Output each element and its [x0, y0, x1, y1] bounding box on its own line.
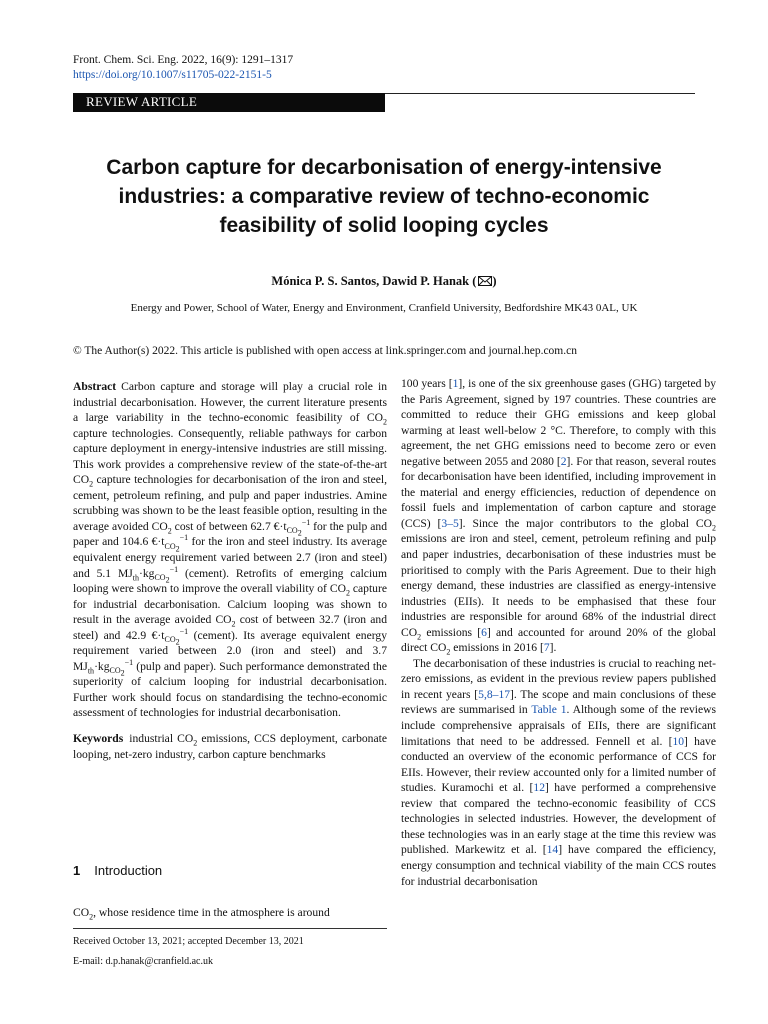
affiliation: Energy and Power, School of Water, Energy and Environment, Cranfield University, Bedfordshire MK43 0AL, UK	[130, 302, 638, 314]
ref-link[interactable]: 7	[543, 641, 550, 655]
envelope-icon[interactable]	[478, 275, 492, 285]
title-line-1: Carbon capture for decarbonisation of energy-intensive	[106, 156, 662, 179]
email-footnote: E-mail: d.p.hanak@cranfield.ac.uk	[73, 956, 213, 967]
ref-link[interactable]: 1	[452, 377, 459, 390]
ref-link[interactable]: 3–5	[441, 516, 459, 530]
copyright-notice: © The Author(s) 2022. This article is published with open access at link.springer.com and journal.hep.com.cn	[73, 345, 577, 357]
ref-link[interactable]: 12	[533, 781, 545, 795]
keywords-label: Keywords	[73, 732, 124, 746]
header-rule	[385, 93, 695, 94]
left-column	[73, 379, 387, 762]
article-type: REVIEW ARTICLE	[86, 94, 198, 109]
ref-link[interactable]: 2	[560, 454, 567, 468]
footnote-rule	[73, 928, 387, 929]
abstract-label: Abstract	[73, 380, 117, 393]
intro-paragraph-2: The decarbonisation of these industries is crucial to reaching net-zero emissions, as evident in the previous review papers published in recent years [5,8–17]. The scope and main conclusions of these reviews are summarised in Table 1. Although some of the reviews include comprehensive appraisals of EIIs, there are significant limitations that need to be addressed. Fennell et al. [10] have conducted an overview of the economic performance of CCS for EIIs. However, their review accounted only for a limited number of studies. Kuramochi et al. [12] have performed a comprehensive review that compared the techno-economic feasibility of CCS technologies in selected industries. However, the development of these technologies was in an early stage at the time this review was published. Markewitz et al. [14] have compared the efficiency, energy consumption and technical viability of the main CCS routes for industrial decarbonisation	[401, 656, 717, 888]
title-line-2: industries: a comparative review of techno-economic	[118, 185, 650, 208]
intro-paragraph-1: 100 years [1], is one of the six greenhouse gases (GHG) targeted by the Paris Agreement, signed by 197 countries. These countries are committed to reduce their GHG emissions and keep global warming at least well-below 2 °C. Therefore, to comply with this agreement, the net GHG emissions need to become zero or even negative between 2055 and 2080 [2]. For that reason, several routes for decarbonisation have been identified, including improvement in the material and energy efficiencies, reduction of dependence on fossil fuels and implementation of carbon capture and storage (CCS) [3–5]. Since the major contributors to the global $CO_2$ emissions are iron and steel, cement, petroleum refining and pulp and paper industries, decarbonisation of these industries must be prioritised to comply with the Paris Agreement. Due to their high energy demand, these industries are classified as energy-intensive industries (EIIs). It needs to be emphasised that these four industries are responsible for around 68% of the industrial direct $CO_2$ emissions [6] and accounted for around 20% of the global direct $CO_2$ emissions in 2016 [7].	[401, 377, 716, 657]
ref-link[interactable]: 5,8–17	[478, 687, 511, 701]
keywords: Keywords industrial $CO_2$ emissions, CCS deployment, carbonate looping, net-zero industry, carbon capture benchmarks	[73, 732, 387, 761]
title-line-3: feasibility of solid looping cycles	[219, 214, 549, 237]
section-title: Introduction	[94, 863, 163, 878]
abstract: Abstract Carbon capture and storage will play a crucial role in industrial decarbonisation. However, the current literature presents a large variability in the techno-economic feasibility of $CO_2$ capture technologies. Consequently, reliable pathways for carbon capture deployment in energy-intensive industries are still missing. This work provides a comprehensive review of the state-of-the-art $CO_2$ capture technologies for decarbonisation of the iron and steel, cement, petroleum refining, and pulp and paper industries. Amine scrubbing was shown to be the least feasible option, resulting in the average avoided $CO_2$ cost of between 62.7 $€\cdot t_{CO_2}^{-1}$ for the pulp and paper and 104.6 $€\cdot t_{CO_2}^{-1}$ for the iron and steel industry. Its average equivalent energy requirement varied between 2.7 (iron and steel) and 5.1 $MJ_{th}\cdot kg_{CO_2}^{-1}$ (cement). Retrofits of emerging calcium looping were shown to improve the overall viability of $CO_2$ capture for industrial decarbonisation. Calcium looping was shown to result in the average avoided $CO_2$ cost of between 32.7 (iron and steel) and 42.9 $€\cdot t_{CO_2}^{-1}$ (cement). Its average equivalent energy requirement varied between 2.0 (iron and steel) and 3.7 $MJ_{th}\cdot kg_{CO_2}^{-1}$ (pulp and paper). Such performance demonstrated the superiority of calcium looping for industrial decarbonisation. Further work should focus on standardising the techno-economic assessment of technologies for industrial decarbonisation.	[73, 380, 387, 720]
received-dates: Received October 13, 2021; accepted December 13, 2021	[73, 936, 304, 947]
authors	[73, 274, 695, 289]
intro-first-line: $CO_2$, whose residence time in the atmosphere is around	[73, 906, 330, 922]
section-heading	[73, 863, 162, 878]
right-column	[401, 376, 716, 889]
ref-link[interactable]: 10	[672, 734, 685, 748]
citation: Front. Chem. Sci. Eng. 2022, 16(9): 1291–1317	[73, 54, 294, 66]
doi-link[interactable]: https://doi.org/10.1007/s11705-022-2151-5	[73, 69, 272, 81]
table-link[interactable]: Table 1	[531, 703, 567, 717]
paper-title	[73, 153, 695, 240]
ref-link[interactable]: 6	[481, 625, 487, 639]
section-number: 1	[73, 863, 81, 878]
ref-link[interactable]: 14	[546, 843, 559, 857]
author-close-paren: )	[492, 274, 497, 288]
author-names: Mónica P. S. Santos, Dawid P. Hanak (	[271, 274, 477, 288]
journal-meta	[73, 53, 293, 83]
article-type-band	[73, 93, 695, 112]
